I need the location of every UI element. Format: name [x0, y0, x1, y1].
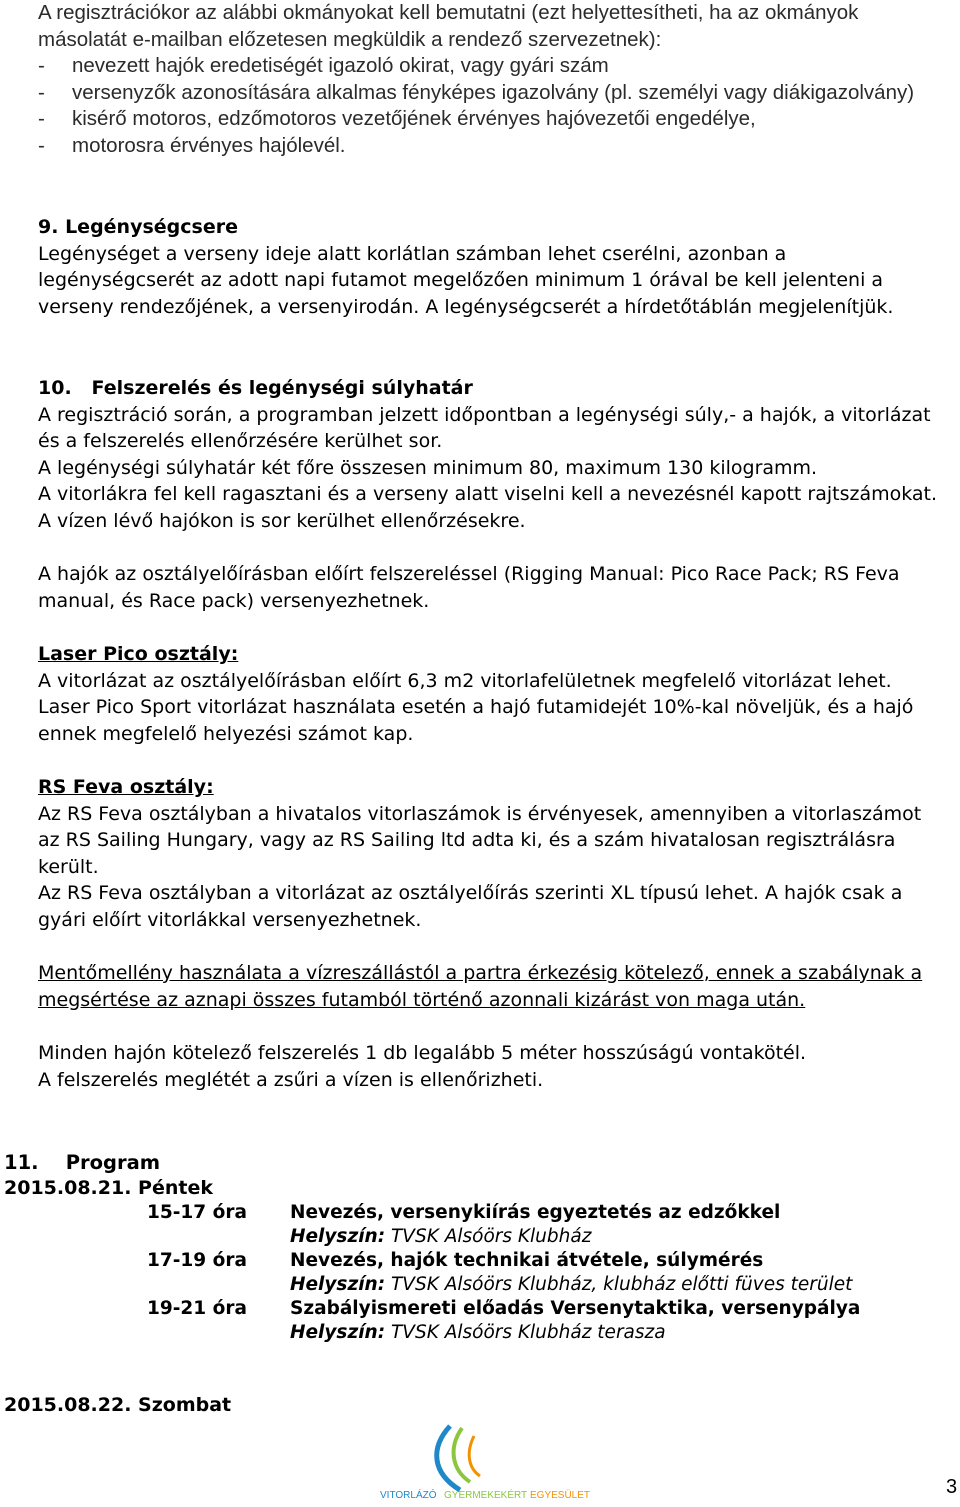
section-heading: 10. Felszerelés és legénységi súlyhatár	[38, 377, 473, 399]
slot-location: Helyszín: TVSK Alsóörs Klubház	[290, 1226, 592, 1247]
registration-docs-intro	[38, 0, 938, 159]
club-logo	[370, 1418, 620, 1503]
paragraph: Minden hajón kötelező felszerelés 1 db legalább 5 méter hosszúságú vontakötél.	[38, 1042, 807, 1064]
paragraph: Az RS Feva osztályban a hivatalos vitorlaszámok is érvényesek, amennyiben a vitorlaszámot az RS Sailing Hungary, vagy az RS Sailing ltd adta ki, és a szám hivatalosan regisztrálásra került.	[38, 802, 922, 878]
logo-text-left: VITORLÁZÓ	[380, 1490, 437, 1501]
paragraph: A legénységi súlyhatár két főre összesen minimum 80, maximum 130 kilogramm.	[38, 456, 818, 479]
logo-text-mid: GYERMEKEKÉRT	[444, 1490, 528, 1501]
list-item: - nevezett hajók eredetiségét igazoló okirat, vagy gyári szám	[38, 53, 938, 80]
intro-text: A regisztrációkor az alábbi okmányokat kell bemutatni (ezt helyettesítheti, ha az okmányok másolatát e-mailban előzetesen megküldik a rendező szervezetnek):	[38, 1, 859, 51]
program-day: 2015.08.22. Szombat	[4, 1394, 232, 1416]
dash: -	[38, 80, 45, 104]
slot-location: Helyszín: TVSK Alsóörs Klubház, klubház előtti füves terület	[290, 1274, 853, 1295]
page-number: 3	[946, 1476, 958, 1498]
list-item: - motorosra érvényes hajólevél.	[38, 133, 938, 160]
paragraph: A vitorlázat az osztályelőírásban előírt 6,3 m2 vitorlafelületnek megfelelő vitorlázat lehet. Laser Pico Sport vitorlázat használata esetén a hajó futamidejét 10%-kal növeljük, és a hajó ennek megfelelő helyezési számot kap.	[38, 669, 914, 745]
list-item: - kisérő motoros, edzőmotoros vezetőjének érvényes hajóvezetői engedélye,	[38, 106, 938, 133]
paragraph: A hajók az osztályelőírásban előírt felszereléssel (Rigging Manual: Pico Race Pack; RS Feva manual, és Race pack) versenyezhetnek.	[38, 563, 900, 612]
slot-title: Szabályismereti előadás Versenytaktika, versenypálya	[290, 1298, 861, 1319]
slot-time: 15-17 óra	[147, 1202, 247, 1223]
slot-title: Nevezés, hajók technikai átvétele, súlymérés	[290, 1250, 764, 1271]
dash: -	[38, 54, 45, 77]
logo-text-right: EGYESÜLET	[530, 1490, 591, 1501]
slot-time: 17-19 óra	[147, 1250, 247, 1271]
paragraph: A felszerelés meglétét a zsűri a vízen is ellenőrizheti.	[38, 1068, 544, 1091]
section-text: Legénységet a verseny ideje alatt korlátlan számban lehet cserélni, azonban a legénységcserét az adott napi futamot megelőzően minimum 1 órával be kell jelenteni a verseny rendezőjének, a versenyirodán. A legénységcserét a hírdetőtáblán megjelenítjük.	[38, 242, 894, 318]
section-heading: 9. Legénységcsere	[38, 216, 238, 238]
section-10	[38, 375, 948, 1093]
paragraph: A vitorlákra fel kell ragasztani és a verseny alatt viselni kell a nevezésnél kapott rajtszámokat. A vízen lévő hajókon is sor kerülhet ellenőrzésekre.	[38, 483, 938, 532]
lifejacket-rule: Mentőmellény használata a vízreszállástól a partra érkezésig kötelező, ennek a szabálynak a megsértése az aznapi összes futamból történő azonnali kizárást von maga után.	[38, 962, 923, 1011]
dash: -	[38, 107, 45, 130]
slot-location: Helyszín: TVSK Alsóörs Klubház terasza	[290, 1322, 666, 1343]
section-11-heading: 11. Program	[4, 1151, 161, 1174]
slot-time: 19-21 óra	[147, 1298, 247, 1319]
laser-pico-heading: Laser Pico osztály:	[38, 643, 239, 665]
program-day: 2015.08.21. Péntek	[4, 1177, 213, 1199]
paragraph: Az RS Feva osztályban a vitorlázat az osztályelőírás szerinti XL típusú lehet. A hajók csak a gyári előírt vitorlákkal versenyezhetnek.	[38, 882, 903, 931]
rs-feva-heading: RS Feva osztály:	[38, 776, 214, 798]
section-9	[38, 214, 948, 320]
slot-title: Nevezés, versenykiírás egyeztetés az edzőkkel	[290, 1202, 781, 1223]
dash: -	[38, 133, 45, 157]
list-item: - versenyzők azonosítására alkalmas fényképes igazolvány (pl. személyi vagy diákigazolvány)	[38, 80, 938, 107]
paragraph: A regisztráció során, a programban jelzett időpontban a legénységi súly,- a hajók, a vitorlázat és a felszerelés ellenőrzésére kerülhet sor.	[38, 403, 931, 452]
